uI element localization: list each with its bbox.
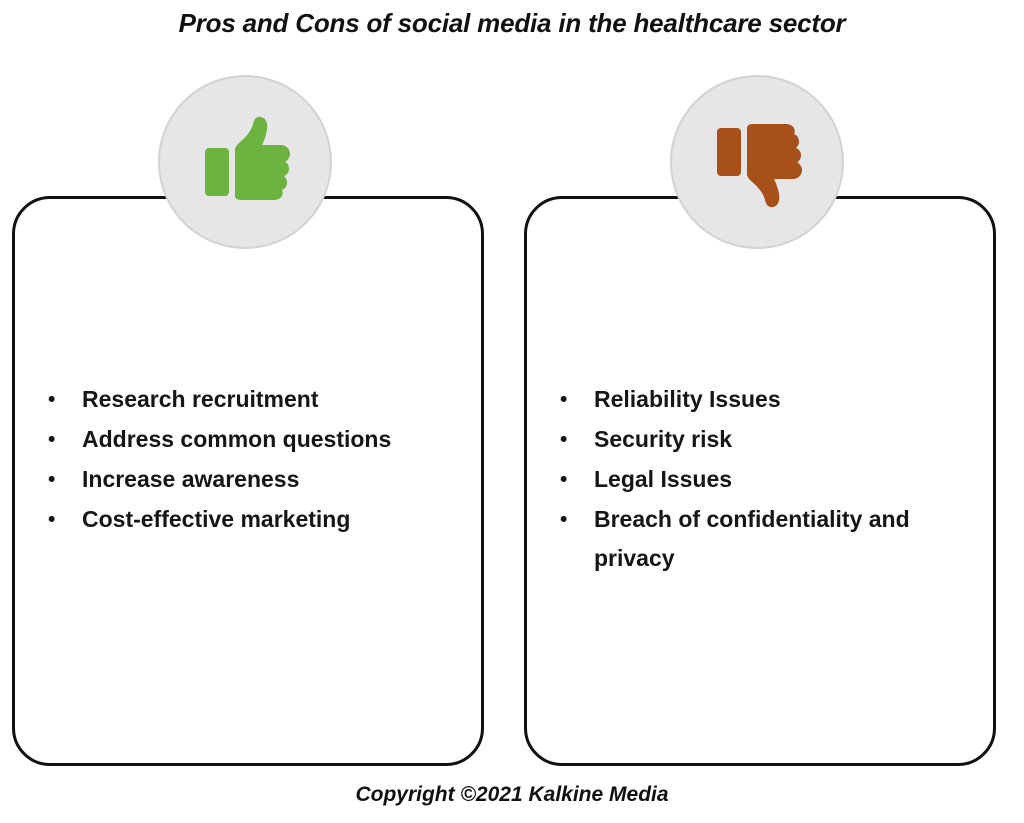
page-title: Pros and Cons of social media in the healthcare sector bbox=[178, 8, 846, 38]
list-item: • Security risk bbox=[556, 420, 976, 459]
list-item: • Breach of confidentiality and privacy bbox=[556, 500, 976, 578]
list-item: • Cost-effective marketing bbox=[44, 500, 454, 539]
list-item: • Legal Issues bbox=[556, 460, 976, 499]
copyright-notice: Copyright ©2021 Kalkine Media bbox=[355, 783, 669, 806]
list-item: • Reliability Issues bbox=[556, 380, 976, 419]
thumbs-down-icon bbox=[705, 110, 809, 214]
cons-list bbox=[556, 380, 976, 579]
pros-badge bbox=[158, 75, 332, 249]
cons-badge bbox=[670, 75, 844, 249]
list-item: • Research recruitment bbox=[44, 380, 454, 419]
list-item: • Increase awareness bbox=[44, 460, 454, 499]
list-item: • Address common questions bbox=[44, 420, 454, 459]
pros-list bbox=[44, 380, 454, 540]
thumbs-up-icon bbox=[193, 110, 297, 214]
